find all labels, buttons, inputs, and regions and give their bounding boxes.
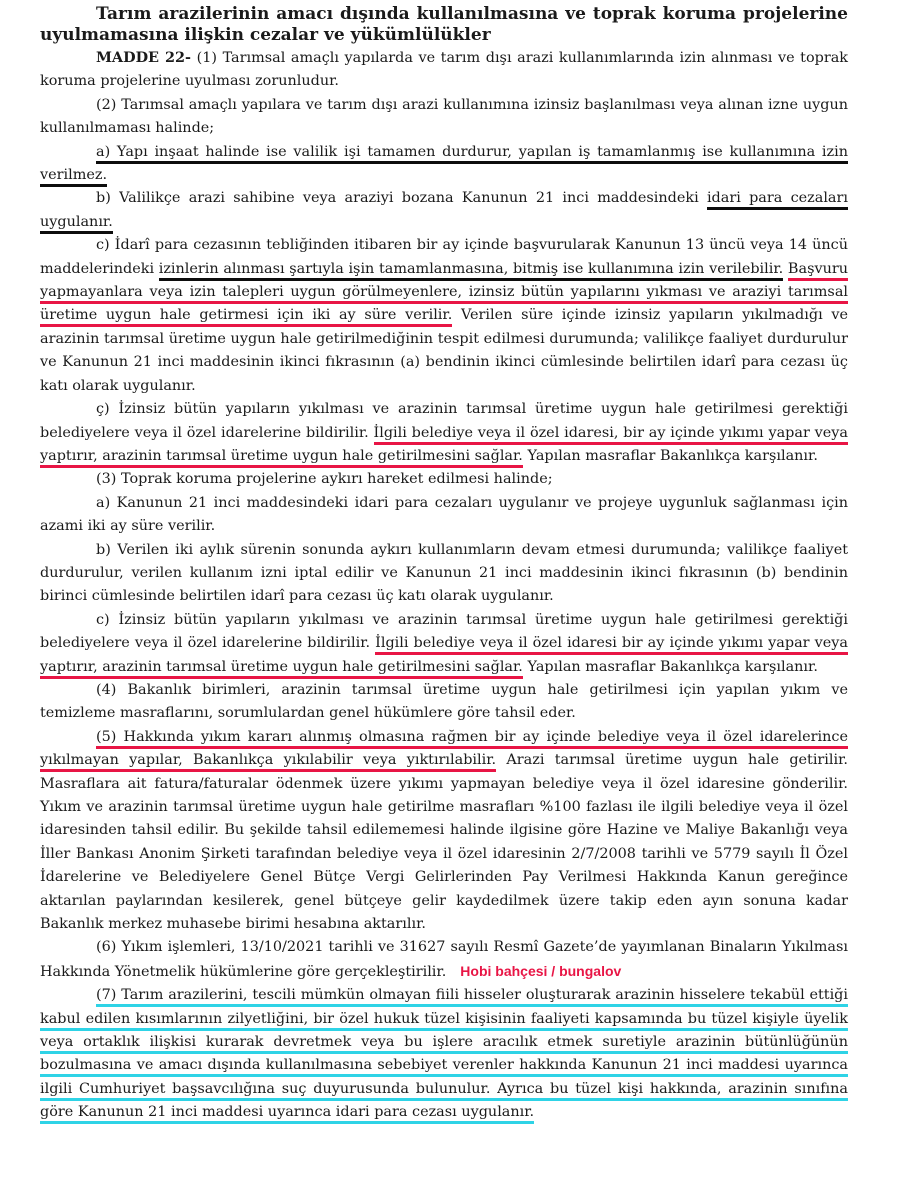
paragraph-2cc-text: ç) İzinsiz bütün yapıların yıkılması ve arazinin tarımsal üretime uygun hale getirilmesi gerektiği belediyelere veya il özel idarelerine bildirilir. [40, 401, 848, 441]
highlight-black: idari para cezaları uygulanır. [40, 190, 848, 233]
paragraph-3c [40, 609, 848, 679]
paragraph-3a: a) Kanunun 21 inci maddesindeki idari para cezaları uygulanır ve projeye uygunluk sağlanması için azami iki ay süre verilir. [40, 494, 848, 535]
handwritten-note: Hobi bahçesi / bungalov [460, 962, 622, 979]
paragraph-2: (2) Tarımsal amaçlı yapılara ve tarım dışı arazi kullanımına izinsiz başlanılması veya alınan izne uygun kullanılmaması halinde; [40, 96, 848, 137]
highlight-red: İlgili belediye veya il özel idaresi, bir ay içinde yıkımı yapar veya yaptırır, arazinin tarımsal üretime uygun hale getirilmesini sağlar. [40, 425, 848, 468]
paragraph-2a [40, 141, 848, 188]
paragraph-5-rest: Arazi tarımsal üretime uygun hale getirilir. Masraflara ait fatura/faturalar ödenmek üzere yıkımı yapmayan belediye veya il özel idaresine gönderilir. Yıkım ve arazinin tarımsal üretime uygun hale getirilme masrafları %100 fazlası ile ilgili belediye veya il özel idaresinden tahsil edilir. Bu şekilde tahsil edilememesi halinde ilgisine göre Hazine ve Maliye Bakanlığı veya İller Bankası Anonim Şirketi tarafından belediye veya il özel idaresinin 2/7/2008 tarihli ve 5779 sayılı İl Özel İdarelerine ve Belediyelere Genel Bütçe Vergi Gelirlerinden Pay Verilmesi Hakkında Kanun gereğince aktarılan paylarından kesilerek, genel bütçeye gelir kaydedilmek üzere takip eden ayın sonuna kadar Bakanlık merkez muhasebe birimi hesabına aktarılır. [40, 752, 848, 933]
paragraph-2b [40, 187, 848, 234]
highlight-red: Başvuru yapmayanlara veya izin talepleri uygun görülmeyenlere, izinsiz bütün yapılarını yıkması ve araziyi tarımsal üretime uygun hale getirmesi için iki ay süre verilir. [40, 261, 848, 328]
paragraph-6 [40, 936, 848, 984]
paragraph-2c [40, 234, 848, 398]
paragraph-2b-text: b) Valilikçe arazi sahibine veya araziyi bozana Kanunun 21 inci maddesindeki [96, 190, 707, 207]
paragraph-6-text: (6) Yıkım işlemleri, 13/10/2021 tarihli ve 31627 sayılı Resmî Gazete’de yayımlanan Binaların Yıkılması Hakkında Yönetmelik hükümlerine göre gerçekleştirilir. [40, 939, 848, 980]
paragraph-2cc [40, 398, 848, 468]
paragraph-3c-rest: Yapılan masraflar Bakanlıkça karşılanır. [522, 658, 818, 675]
highlight-red: İlgili belediye veya il özel idaresi bir ay içinde yıkımı yapar veya yaptırır, arazinin tarımsal üretime uygun hale getirilmesini sağlar. [40, 635, 848, 678]
regulation-document [40, 4, 848, 1125]
paragraph-3c-text: c) İzinsiz bütün yapıların yıkılması ve arazinin tarımsal üretime uygun hale getirilmesi gerektiği belediyelere veya il özel idarelerine bildirilir. [40, 611, 848, 652]
highlight-cyan: (7) Tarım arazilerini, tescili mümkün olmayan fiili hisseler oluşturarak arazinin hisselere tekabül ettiği kabul edilen kısımlarının zilyetliğini, bir özel hukuk tüzel kişisinin faaliyeti kapsamında bu tüzel kişiyle üyelik veya ortaklık ilişkisi kurarak devretmek veya bu işlere aracılık etmek suretiyle arazinin bütünlüğünün bozulmasına ve amacı dışında kullanılmasına sebebiyet verenler hakkında Kanunun 21 inci maddesi uyarınca ilgili Cumhuriyet başsavcılığına suç duyurusunda bulunulur. Ayrıca bu tüzel kişi hakkında, arazinin sınıfına göre Kanunun 21 inci maddesi uyarınca idari para cezası uygulanır. [40, 987, 848, 1124]
paragraph-2c-text: c) İdarî para cezasının tebliğinden itibaren bir ay içinde başvurularak Kanunun 13 üncü veya 14 üncü maddelerindeki [40, 237, 848, 277]
paragraph-3: (3) Toprak koruma projelerine aykırı hareket edilmesi halinde; [96, 471, 553, 488]
highlight-black: a) Yapı inşaat halinde ise valilik işi tamamen durdurur, yapılan iş tamamlanmış ise kullanımına izin verilmez. [40, 144, 848, 187]
paragraph-2cc-rest: Yapılan masraflar Bakanlıkça karşılanır. [522, 447, 818, 464]
article-heading: Tarım arazilerinin amacı dışında kullanılmasına ve toprak koruma projelerine uyulmamasına ilişkin cezalar ve yükümlülükler [40, 4, 848, 45]
paragraph-5 [40, 726, 848, 937]
article-label: MADDE 22- [96, 49, 192, 66]
paragraph-3b: b) Verilen iki aylık sürenin sonunda aykırı kullanımların devam etmesi durumunda; valilikçe faaliyet durdurulur, verilen kullanım izni iptal edilir ve Kanunun 21 inci maddesinin ikinci fıkrasının (b) bendinin birinci cümlesinde belirtilen idarî para cezası üç katı olarak uygulanır. [40, 541, 848, 605]
highlight-red: (5) Hakkında yıkım kararı alınmış olmasına rağmen bir ay içinde belediye veya il özel idarelerince yıkılmayan yapılar, Bakanlıkça yıkılabilir veya yıktırılabilir. [40, 729, 848, 772]
paragraph-1 [40, 46, 848, 94]
highlight-black: izinlerin alınması şartıyla işin tamamlanmasına, bitmiş ise kullanımına izin verilebilir. [159, 261, 784, 281]
paragraph-7 [40, 984, 848, 1124]
paragraph-2c-rest: Verilen süre içinde izinsiz yapıların yıkılmadığı ve arazinin tarımsal üretime uygun hale getirilmediğinin tespit edilmesi durumunda; valilikçe faaliyet durdurulur ve Kanunun 21 inci maddesinin ikinci fıkrasının (a) bendinin ikinci cümlesinde belirtilen idarî para cezası üç katı olarak uygulanır. [40, 307, 848, 394]
paragraph-1-text: (1) Tarımsal amaçlı yapılarda ve tarım dışı arazi kullanımlarında izin alınması ve toprak koruma projelerine uyulması zorunludur. [40, 50, 848, 90]
paragraph-4: (4) Bakanlık birimleri, arazinin tarımsal üretime uygun hale getirilmesi için yapılan yıkım ve temizleme masraflarını, sorumlulardan genel hükümlere göre tahsil eder. [40, 681, 848, 722]
